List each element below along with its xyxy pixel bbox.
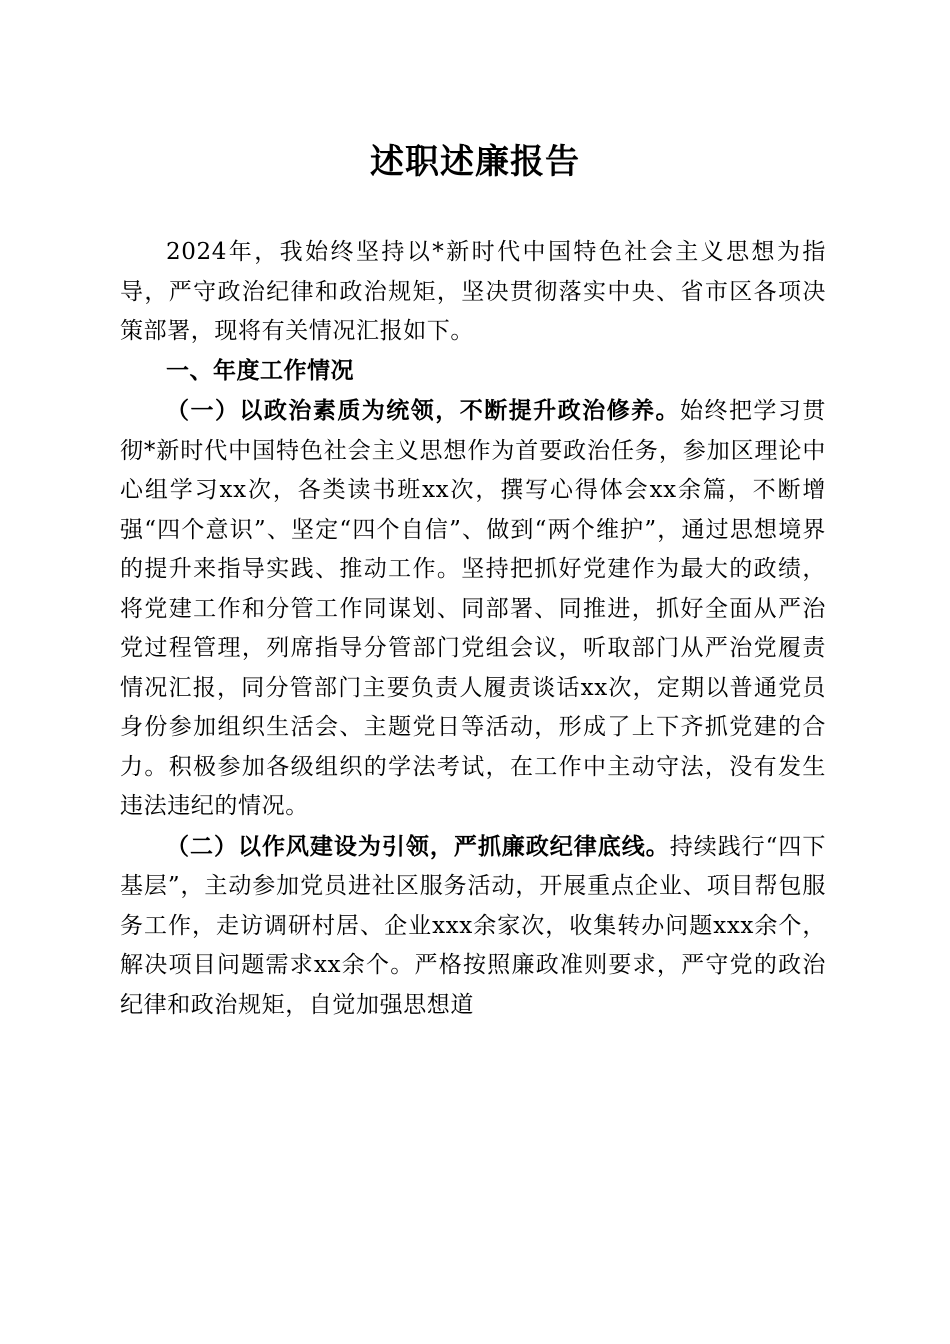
document-title: 述职述廉报告 (370, 142, 580, 182)
document-body (120, 233, 826, 1025)
paragraph-1-subheading: （一）以政治素质为统领，不断提升政治修养。 (166, 397, 680, 424)
intro-paragraph: 2024年，我始终坚持以*新时代中国特色社会主义思想为指导，严守政治纪律和政治规矩，坚决贯彻落实中央、省市区各项决策部署，现将有关情况汇报如下。 (120, 239, 826, 344)
paragraph-2-subheading: （二）以作风建设为引领，严抓廉政纪律底线。 (166, 832, 670, 860)
paragraph-1-text: 始终把学习贯彻*新时代中国特色社会主义思想作为首要政治任务，参加区理论中心组学习xx次，各类读书班xx次，撰写心得体会xx余篇，不断增强“四个意识”、坚定“四个自信”、做到“两个维护”，通过思想境界的提升来指导实践、推动工作。坚持把抓好党建作为最大的政绩，将党建工作和分管工作同谋划、同部署、同推进，抓好全面从严治党过程管理，列席指导分管部门党组会议，听取部门从严治党履责情况汇报，同分管部门主要负责人履责谈话xx次，定期以普通党员身份参加组织生活会、主题党日等活动，形成了上下齐抓党建的合力。积极参加各级组织的学法考试，在工作中主动守法，没有发生违法违纪的情况。 (120, 398, 826, 819)
paragraph-2 (120, 827, 826, 1026)
section-heading: 一、年度工作情况 (166, 357, 354, 384)
paragraph-1 (120, 391, 826, 827)
paragraph-2-text: 持续践行“四下基层”，主动参加党员进社区服务活动，开展重点企业、项目帮包服务工作，走访调研村居、企业xxx余家次，收集转办问题xxx余个，解决项目问题需求xx余个。严格按照廉政准则要求，严守党的政治纪律和政治规矩，自觉加强思想道 (120, 833, 826, 1018)
